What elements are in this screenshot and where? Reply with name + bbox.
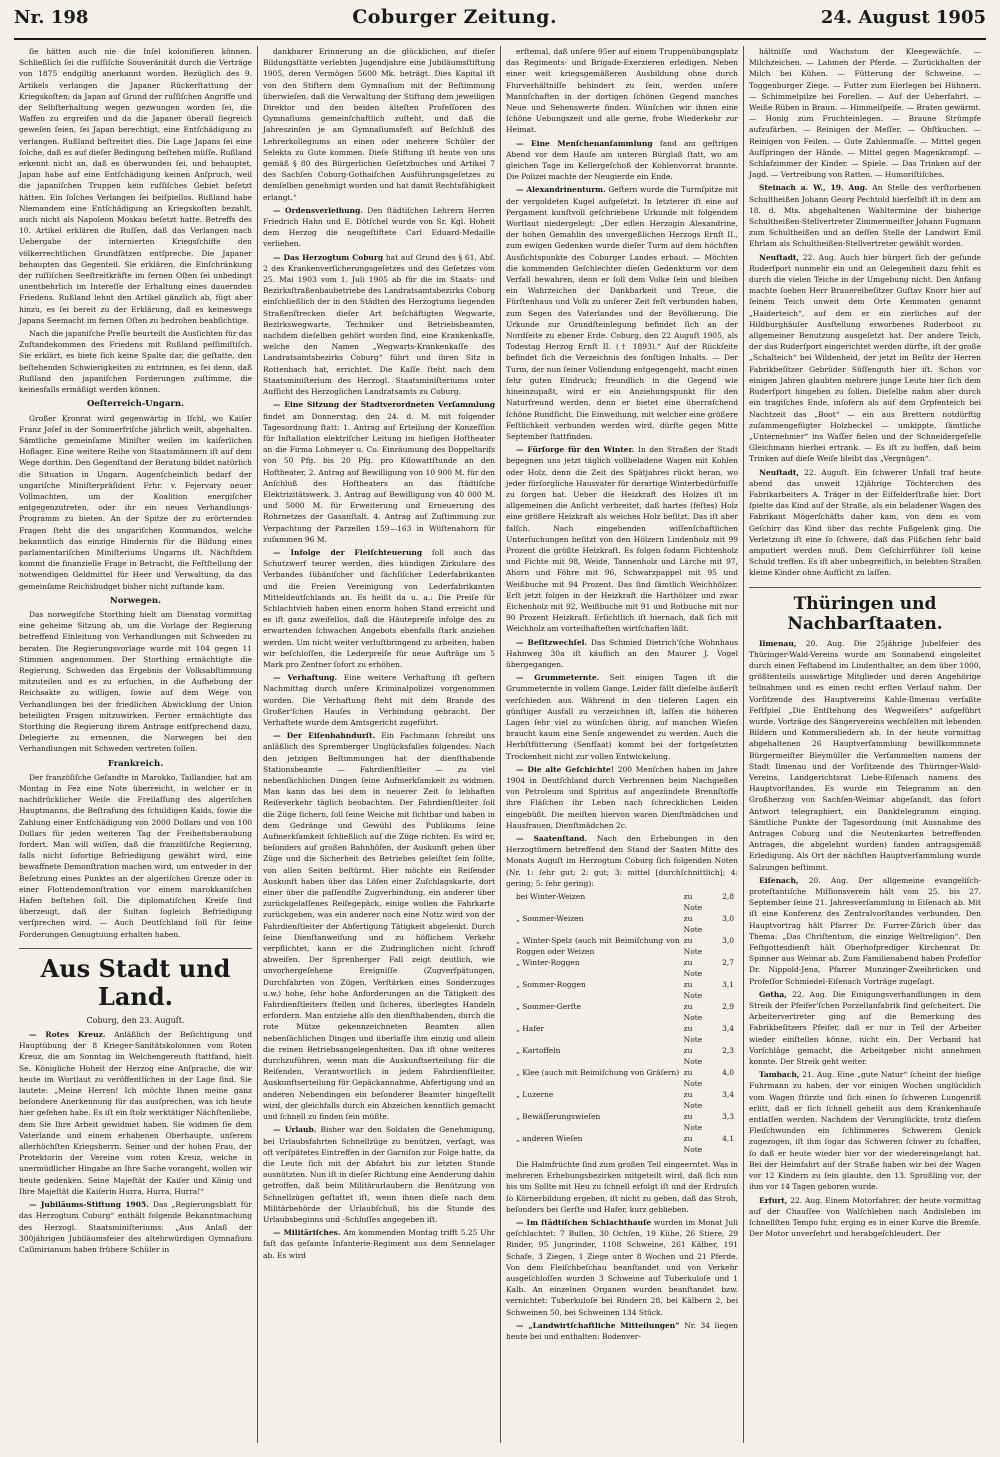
article-paragraph (506, 1217, 738, 1318)
article-paragraph (263, 1227, 495, 1261)
crop-grade-value: 4,0 (722, 1068, 734, 1078)
item-text: Am kommenden Montag trifft 5.25 Uhr faſt das geſamte Infanterie-Regiment aus dem Sennelager ab. Es wird (263, 1228, 496, 1260)
item-lead: — Verhaftung. (273, 673, 338, 683)
item-lead: Erfurt, (759, 1195, 788, 1205)
item-text: 22. Aug. Auch hier bürgert ſich der geſunde Ruderſport nunmehr ein und an Gelegenheit dazu fehlt es durch die vielen Teiche in der Umgebung nicht. Den Anfang machte ſoeben Herr Brauereibeſitzer Guſtav Knorr hier auf ſeinem Teich unweit dem Orte Kemmaten genannt „Haiderteich“, auf dem er ein zierliches auf der Hildburghäuſer Ausſtellung erworbenes Ruderboot zu allgemeiner Benutzung ausgeſetzt hat. Der andere Teich, der das Ruderſport eingerichtet werden dürfte, iſt der große „Schalteich“ bei Wildenheid, der jetzt im Beſitz der Herren Fabrikbeſitzer Gebrüder Süſſenguth hier iſt. Schon vor einigen Jahren glaubten mehrere junge Leute hier ſich dem Ruderſport hingeben zu ſollen. Dieſelbe nahm aber durch ein tragiſches Ende, inſofern als auf dem Grpfenteich bei Nachtzeit das „Boot“ — ein aus Brettern notdürftig zuſammengefügter Holzbeckel — umkippte, ſämtliche „Unternehmer“ ins Waſſer fielen und der Schneidergeſelle Gleichmann hierbei ertrank. — Es iſt zu hoffen, daß beim Trinken auf dieſe Weiſe bleibt das „Vergnügen“. (749, 252, 981, 464)
item-text: Das Schmied Dietrich'ſche Wohnhaus Hahnweg 30a iſt käuflich an den Maurer J. Vogel übergegangen. (506, 637, 738, 669)
crop-label: „ Sommer-Roggen (516, 980, 586, 990)
crop-grade-value: 3,0 (722, 936, 734, 946)
item-lead: Tambach, (759, 1070, 800, 1080)
article-paragraph: Großer Kronrat wird gegenwärtig in Iſchl, wo Kaiſer Franz Joſef in der Sommerfriſche jährlich weilt, abgehalten. Sämtliche gemeinſame Miniſter weilen im kaiſerlichen Hoflager. Eine weitere Reihe von Staatsmännern iſt auf dem Wege dorthin. Den Gegenſtand der Beratung bildet natürlich die Situation in Ungarn. Augenſcheinlich bedarf der ungariſche Miniſterpräſident Frhr. v. Fejervary neuer Vollmachten, um der Koalition energiſcher entgegenzutreten, oder ihr ein neues Verhandlungs-Programm zu bieten. An der Spitze der zu erörternden Fragen ſteht die des ungariſchen Kommandos, welche bekanntlich das einzige Hindernis für die Bildung eines parlamentariſchen Miniſteriums Ungarns iſt. Nächſtdem kommt die finanzielle Frage in Betracht, die Feſtſtellung der notwendigen Geldmittel für Heer und Verwaltung, da das gemeinſame Reichsbudget bisher nicht zuſtande kam. (19, 413, 252, 591)
article-paragraph (749, 638, 981, 873)
article-paragraph (749, 1195, 981, 1240)
crop-note-prefix: zu Note (683, 1090, 703, 1111)
item-lead: — Militäriſches. (273, 1228, 341, 1238)
article-paragraph (506, 637, 738, 671)
article-paragraph (19, 1199, 252, 1255)
item-lead: — Grummeternte. (516, 673, 600, 683)
item-text: 22. Aug. Einem Motorfahrer, der heute vormittag auf der Chauſſee von Walſchleben nach Andisleben im ſchnellſten Tempo fuhr, erging es in einer Kurve die Bremſe. Der Motor unverſehrt und herabgeſchleudert. Der (749, 1195, 981, 1239)
crop-grade-value: 3,4 (722, 1090, 734, 1100)
item-text: 200 Menſchen haben im Jahre 1904 in Deutſchland durch Verbrennen beim Nachgießen von Petroleum und Spiritus auf angezündete Brennſtoffe ihre Fläſchen ihr Leben nach ſchrecklichen Leiden eingebüßt. Die meiſten hiervon waren Dienſtmädchen und Hausfrauen, Dienſtmädchen 2c. (506, 764, 738, 830)
article-paragraph (506, 444, 738, 634)
crop-label: „ anderen Wieſen (516, 1134, 583, 1144)
article-paragraph (263, 205, 495, 250)
crop-grade-value: 2,3 (722, 1046, 734, 1056)
article-paragraph (749, 182, 981, 249)
item-lead: — Infolge der Fleiſchteuerung (273, 547, 423, 557)
article-paragraph (506, 764, 738, 831)
section-heading: Oeſterreich-Ungarn. (87, 399, 184, 410)
item-text: Ein Fachmann ſchreibt uns anläßlich des Spremberger Unglücksfalles folgendes: Nach den jetzigen Beſtimmungen hat der dienſthabende Stationsbeamte — Fahrdienſtleiter — zu viel nebenſächlichen Dingen ſeine Aufmerkſamkeit zu widmen. Man kann das bei dem in neuerer Zeit ſo lebhaften Reiſeverkehr täglich beobachten. Der Fahrdienſtleiter ſoll die Züge ſichern, ſoll ſeine Weiche mit ſichtbar und haben in dem Gedränge und Gewühl des Publikums ſeine Aufmerkſamkeit ſchließlich auf die Züge richten. Es wird er, beſonders auf großen Bahnhöfen, der Auskunft geben über Züge und die Sicherheit des Betriebes geleiſtet ſein ſollte, von allen Seiten beſtürmt. Hier möchte ein Reiſender Auskunft haben über das Löſen einer Zuſchlagskarte, dort einer über die paſſendſte Zugverbindung, ein anderer über zurückgelaſſenes Reiſegepäck, einige wollen die Fahrkarte zurückgeben, was ein anderer noch eine Notiz wird von der Fahrdienſtleiter der Abfertigung Tätigkeit abgelenkt. Durch ſeine Dienſtanweiſung und zu höflichem Verkehr verpflichtet, kann er die Zudringlichen nicht ſchroff abweiſen. Der Sprenberger Fall zeigt deutlich, wie unvorhergeſehene Ereigniſſe (Zugverſpätungen, Durchfahrten von Zügen, Verſtärken eines Sonderzuges u.w.) hohe, ſehr hohe Anforderungen an die Tätigkeit des Fahrdienſtleiters ſtellen und ſicheres, überlegtes Handeln erfordern. Man entziehe alſo den dienſthabenden, durch die rote Mütze gekennzeichneten Beamten allen nebenſächlichen Dingen und überlaſſe ihm einzig und allein die reinen Betriebsangelegenheiten. Das iſt ohne weiteres durchzuführen, wenn man die Auskunftserteilung für die Reiſenden, Verantwortlich in jedem Fahrdienſtleiter, Auskunftserteilung für Gepäckannahme, Abfertigung und an anderen Nebendingen ein beſonderer Beamter hingeſtellt wird, der gleichfalls durch ein Abzeichen kenntlich gemacht und ſchnell zu finden ſein müßte. (263, 731, 495, 1122)
article-paragraph (263, 252, 495, 398)
item-lead: — Rotes Kreuz. (29, 1030, 106, 1040)
item-lead: — Saatenſtand. (516, 834, 588, 844)
article-paragraph (749, 1069, 981, 1192)
crop-grade-row (516, 1023, 738, 1045)
crop-grade-value: 3,0 (722, 914, 734, 924)
crop-grade-value: 3,3 (722, 1112, 734, 1122)
newspaper-title: Coburger Zeitung. (352, 6, 558, 28)
crop-note-prefix: zu Note (683, 1112, 703, 1133)
item-text: Anläßlich der Beſichtigung und Hauptübung der 8 Krieger-Sanitätskolonnen vom Roten Kreuz, die am Sonntag im Welchengereuth ſtattfand, hielt Se. Königliche Hoheit der Herzog eine Anſprache, die wir heute im Wortlaut zu veröffentlichen in der Lage ſind. Sie lautete: „Meine Herren! Ich möchte Ihnen meine ganz beſondere Anerkennung für das ausſprechen, was ich heute hier geſehen habe. Es iſt ein ſtolz werktätiger Nächſtenliebe, dem Sie Ihre Arbeit gewidmet haben. Sie widmen ſie dem Vaterlande und einem erhabenen Oberhaupte, unſerem allerhöchſten Kriegsherrn. Seiner und der hohen Frau, der Protektorin der Vereine vom roten Kreuz, welche in unermüdlicher Hingabe an Ihre Sache vorangeht, wollen wir heute gedenken. Seine Majeſtät der Kaiſer und König und Ihre Majeſtät die Kaiſerin Hurra, Hurra, Hurra!“ (19, 1030, 252, 1196)
crop-note-prefix: zu Note (683, 936, 703, 957)
item-text: Nr. 34 liegen heute bei und enthalten: Bodenver- (506, 1320, 738, 1342)
crop-label: „ Hafer (516, 1024, 545, 1034)
crop-grade-row (516, 1067, 738, 1089)
masthead (14, 0, 986, 40)
crop-label: „ Winter-Spelz (auch mit Beimiſchung von Roggen oder Weizen (516, 936, 680, 957)
item-lead: — Beſitzwechſel. (516, 637, 588, 647)
crop-note-prefix: zu Note (683, 1002, 703, 1023)
item-text: fand am geſtrigen Abend vor dem Hauſe am unteren Bürglaß ſtatt, wo am gleichen Tage im Kellergeſchoß der Kohlenvorrat brannte. Die Polizei machte der Neugierde ein Ende. (506, 138, 739, 182)
item-text: 21. Aug. Eine „gute Natur“ ſcheint der hieſige Fuhrmann zu haben, der vor einigen Wochen unglücklich vom Wagen ſtürzte und ſich einen ſo ſchweren Lungenriß erlitt, daß er ſich ſchnell geheilt aus dem Krankenhauſe entlaſſen werden. Nachdem der Verunglückte, trotz dieſem Fleiſchwunden ein ſchlimmeres Schwerem Genick zugezogen, iſt ihm ſogar das Schweren ſchwer zu ſchaffen, ſo daß er heute wieder hier vor der wiedereingelangt hat. Bei der Heimfahrt auf der Straße haben wir bei der Wagen vor 12 Kindern zu ſein glaubte, den 13. Sproßling vor, der ihm vor 14 Tagen geboren wurde. (749, 1070, 981, 1192)
crop-note-prefix: zu Note (683, 892, 703, 913)
crop-grades-table (516, 891, 738, 1155)
crop-grade-row (516, 1001, 738, 1023)
item-lead: Neuſtadt, (759, 252, 799, 262)
column-4 (743, 46, 986, 1443)
article-paragraph (749, 467, 981, 579)
crop-grade-row (516, 1045, 738, 1067)
item-text: Das „Regierungsblatt für das Herzogtum Coburg“ enthält folgende Bekanntmachung des Herzogl. Staatsminiſteriums: „Aus Anlaß der 300jährigen Jubiläumsfeier des altehrwürdigen Gymnaſium Caſimirianum haben frühere Schüler in (19, 1200, 252, 1254)
item-lead: — Das Herzogtum Coburg (273, 252, 384, 262)
item-text: 20. Aug. Die 25jährige Jubelfeier des Thüringer-Wald-Vereins wurde am Sonnabend eingeleitet durch einen Feſtabend im Lindenthalter, an dem über 1000, größtenteils auswärtige Mitglieder und deren Angehörige teilnahmen und es einen recht erſten Verlauf nahm. Der Vorſitzende des Hauptvereins Kahle-Ilmenau verfaßte Feſtſpiel „Die Entſtehung des Wegweiſers“ aufgeführt wurde. Vorträge des Sängervereins wechſelten mit lebenden Bildern und Kommersliedern ab. In der heute vormittag abgehaltenen 26 Hauptverſammlung bewillkommnete Bürgermeiſter Bleymüller die Verſammelten namens der Stadt Ilmenau und der Vorſitzende des Thüringer-Wald-Vereins, Landgerichtsrat Liebe-Eiſenach namens des Hauptvorſtandes. Es wurde ein Telegramm an den Großherzog von Sachſen-Weimar abgeſandt, das ſofort Antwort telegraphiert, ein Danktelegramm einging. Sämtliche Punkte der Tagesordnung (mit Ausnahme des Antrages Coburg und die Neutenkarten betreffenden Antrages, die abgelehnt wurden) fanden antragsgemäß Erledigung. Als Ort der nächſten Hauptverſammlung wurde Salzungen beſtimmt. (749, 638, 981, 872)
item-lead: Gotha, (759, 989, 787, 999)
item-lead: — Urlaub. (273, 1125, 317, 1135)
item-lead: — Eine Sitzung der Stadtverordneten Verſammlung (273, 400, 495, 410)
item-lead: — Im ſtädtiſchen Schlachthauſe (516, 1218, 652, 1228)
column-1 (14, 46, 257, 1443)
crop-note-prefix: zu Note (683, 980, 703, 1001)
crop-label: „ Klee (auch mit Beimiſchung von Gräſern) (516, 1068, 680, 1078)
crop-label: „ Sommer-Weizen (516, 914, 584, 924)
crop-label: „ Bewäſſerungswieſen (516, 1112, 601, 1122)
item-lead: Eiſenach, (759, 875, 799, 885)
crop-label: „ Sommer-Gerſte (516, 1002, 581, 1012)
item-text: 22. Auguſt. Ein ſchwerer Unfall traf heute abend das unweit 12jährige Töchterchen des Fabrikarbeiters A. Träger in der Eiſfelderſtraße hier. Dort ſpielte das Kind auf der Straße, als ein beladener Wagen des Fabrikant Mögerſchäfts daher kam, von dem es vom Geſchirr das Kind über das rechte Fußgelenk ging. Die Verletzung iſt eine ſo ſchwere, daß das Füßchen ſehr bald amputiert werden muß. Dem Geſchirrführer ſoll keine Schuld treffen. Es iſt aber unbegreiflich, in belebten Straßen kleine Kinder ohne Aufſicht zu laſſen. (749, 467, 981, 578)
columns (14, 46, 986, 1443)
crop-note-prefix: zu Note (683, 1068, 703, 1089)
crop-grade-value: 3,4 (722, 1024, 734, 1034)
article-paragraph (263, 672, 495, 728)
article-paragraph (19, 1029, 252, 1197)
item-text: Eine weitere Verhaftung iſt geſtern Nachmittag durch unſere Kriminalpolizei vorgenommen worden. Die Verhaftung ſteht mit dem Brande des Großer'ſchen Hauſes in Verbindung gebracht. Der Verhaftete wurde dem Amtsgericht zugeführt. (263, 673, 495, 727)
article-paragraph (506, 672, 738, 762)
item-text: In den Straßen der Stadt begegnen uns jetzt täglich vollbeladene Wagen mit Kohlen oder Holz, denn die Zeit des Spätjahres rückt heran, wo jeder fürſorgliche Hausvater für derartige Winterbedürfniſſe zu ſorgen hat. Ueber die Heizkraft des Holzes iſt im allgemeinen die Anſicht verbreitet, daß hartes (feſtes) Holz eine größere Heizkraft als weiches Holz beſitzt. Das iſt aber falſch. Nach eingehenden wiſſenſchaftlichen Unterſuchungen beſitzt von den Hölzern Lindenholz mit 99 Prozent die größte Heizkraft. Es folgen ſodann Fichtenholz und Fichte mit 98, Weide, Tannenholz und Lärche mit 97, Ahorn und Föhre mit 96, Schwarzpappel mit 95 und Weißbuche mit 94 Prozent. Das ſind ſämtlich Weichhölzer. Erſt jetzt folgen in der Heizkraft die Harthölzer und zwar Eichenholz mit 92, Weißbuche mit 91 und Rotbuche mit nur 90 Prozent Heizkraft. Erſichtlich iſt hiernach, daß ſich mit Weichholz am vorteilhafteſten wirtſchaften läßt. (506, 445, 738, 634)
crop-grade-row (516, 1089, 738, 1111)
article-paragraph: ſie hätten auch nie die Inſel koloniſieren können. Schließlich ſei die ruſſiſche Souveränität durch die Verträge von 1875 endgiltig anerkannt worden. Bezüglich des 9. Artikels verlangen die Japaner Rückerſtattung der Kriegskoſten; da Japan auf Grund der ruſſiſchen Angriffe und der Selbſterhaltung wegen gezwungen worden ſei, die Waffen zu ergreifen und da die Japaner überall ſiegreich geweſen ſeien, ſei Japan berechtigt, eine Entſchädigung zu verlangen. Rußland beſtreitet dies. Die Lage Japans ſei eine ſolche, daß es auf dieſer Bedingung beſtehen müſſe. Rußland erkennt nicht an, daß es überwunden ſei, und behauptet, Japan habe auf eine Entſchädigung keinen Anſpruch, weil die japaniſchen Truppen kein ruſſiſches Gebiet beſetzt hätten. Ein ſolches Verlangen ſei beiſpiellos. Rußland habe Niemandem eine Entſchädigung an Kriegskoſten bezahlt, auch nicht als Napoleon Moskau beſetzt hatte. Betreffs des 10. Artikel erklären die Ruſſen, daß das Verlangen nach Uebergabe der internierten Kriegsſchiffe den völkerrechtlichen Grundſätzen entſpreche. Die Japaner behaupten das Gegenteil. Sie erklären, die Einſchränkung der ruſſiſchen Seeſtreitkräfte im fernen Oſten ſei unbedingt unentbehrlich im Intereſſe der Erhaltung eines dauernden Friedens. Rußland lehnt den Artikel gänzlich ab, fügt aber hinzu, es ſei bereit zu der Erklärung, daß es keineswegs Japans Seemacht im fernen Oſten zu bedrohen beabſichtige. (19, 47, 252, 325)
article-paragraph (263, 1124, 495, 1225)
item-lead: Ilmenau, (759, 638, 797, 648)
item-lead: Steinach a. W., 19. Aug. (759, 183, 868, 193)
item-lead: — Der Eiſenbahndurſt. (273, 731, 376, 741)
crop-grade-row (516, 1133, 738, 1155)
column-2 (257, 46, 500, 1443)
article-paragraph (263, 547, 495, 670)
crop-note-prefix: zu Note (683, 1134, 703, 1155)
crop-grade-row (516, 979, 738, 1001)
article-paragraph: Der franzöſiſche Geſandte in Marokko, Taillandier, hat am Montag in Fez eine Note überreicht, in welcher er in nachdrücklicher Weiſe die Freilaſſung des algeriſchen Hauptmanns, die Beſtrafung des ſchuldigen Kaids, ſowie die Zahlung einer Entſchädigung von 2000 Dollars und von 100 Dollars für jeden weiteren Tag der Freiheitsberaubung fordert. Man will wiſſen, daß die franzöſiſche Regierung, falls nicht ſofortige Befriedigung gewährt wird, eine bewaffnete Demonſtration machen wird, um entweder in der Beſetzung eines Punktes an der algeriſchen Grenze oder in einer Flottendemonſtration vor einem marokkaniſchen Hafen beſtehen ſoll. Die diplomatiſchen Kreiſe ſind überzeugt, daß der Sultan ſogleich Befriedigung verſprechen wird. — Auch Deutſchland ſoll für ſeine Forderungen Genugtuung erhalten haben. (19, 772, 252, 939)
crop-grade-row (516, 891, 738, 913)
item-text: wurden im Monat Juli geſchlachtet: 7 Bullen, 30 Ochſen, 19 Kühe, 26 Stiere, 29 Rinder, 95 Jungrinder, 1108 Schweine, 261 Kälber, 191 Schafe, 3 Ziegen, 1 Ziege unter 8 Wochen und 21 Pferde. Von dem Fleiſchbeſchau beanſtandet und von Verkehr ausgeſchloſſen wurden 3 Schweine auf Tuberkuloſe und 1 Kalb. An einzelnen Organen wurden beanſtandet bzw. vernichtet: Tuberkuloſe bei Rindern 28, bei Kälbern 2, bei Schweinen 50, bei Schweinen 134 Stück. (506, 1218, 738, 1317)
article-paragraph: Nach die japaniſche Preſſe beurteilt die Ausſichten für das Zuſtandekommen des Friedens mit Rußland peſſimiſtiſch. Sie erklärt, es biete ſich keine Spalte dar, die geſtatte, den beſtehenden Schwierigkeiten zu entrinnen, es ſei denn, daß Rußland den japaniſchen Forderungen zuſtimme, die keinesfalls ermäßigt werden können. (19, 329, 252, 395)
article-paragraph (263, 730, 495, 1122)
article-paragraph (506, 833, 738, 889)
section-title-stadt-und-land: Aus Stadt und Land. (19, 948, 252, 1011)
item-lead: — Eine Menſchenanſammlung (516, 138, 653, 148)
issue-date: 24. August 1905 (820, 7, 986, 28)
item-text: findet am Donnerstag, den 24. d. M. mit folgender Tagesordnung ſtatt: 1. Antrag auf Erteilung der Konzeſſion für Inſtallation elektriſcher Leitung im hieſigen Hoftheater an die Firma Lohmeyer u. Co. Einräumung des Doppeltarifs von 50 Pfg. bis 20 Pfg. pro Kilowattſtunde an den Hoftheater, 2. Antrag auf Bewilligung von 10 900 M. für den Anſchluß des Hoftheaters an das ſtädtiſche Elektrizitätswerk. 3. Antrag auf Bewilligung von 40 000 M. und 5000 M. für Erweiterung und Erneuerung des Rohrnetzes der Gasanſtalt. 4. Antrag auf Zuſtimmung zur Verpachtung der Parzellen 159—163 in Wüſtenahorn für zuſammen 96 M. (263, 411, 495, 544)
issue-number: Nr. 198 (14, 7, 89, 28)
item-text: Nach den Erhebungen in den Herzogtümern betreffend den Stand der Saaten Mitte des Monats Auguſt im Herzogtum Coburg ſich folgenden Noten (Nr. 1: ſehr gut; 2: gut; 3: mittel [durchſchnittlich]; 4: gering; 5: ſehr gering): (506, 834, 738, 888)
crop-grade-row (516, 935, 738, 957)
article-paragraph (749, 989, 981, 1067)
item-text: 20. Aug. Der allgemeine evangeliſch-proteſtantiſche Miſſionsverein hält vom 25. bis 27. September ſeine 21. Jahresverſammlung in Eiſenach ab. Mit iſt eine Konferenz des Zentralvorſtandes verbunden. Den Hauptvortrag hält Pfarrer Dr. Furrer-Zürich über das Thema: „Das Chriſtentum, die einzige Weltreligion“. Den Feſtgottesdienſt hält Oberhofprediger Kirchenrat Dr. Spinner aus Weimar ab. Zum Familienabend haben Profeſſor Dr. Nippold-Jena, Pfarrer Munzinger-Zweibrücken und Profeſſor Schmiedel-Eiſenach Vorträge zugeſagt. (749, 875, 981, 986)
crop-grade-value: 4,1 (722, 1134, 734, 1144)
section-title-thueringen: Thüringen und Nachbarſtaaten. (749, 587, 981, 634)
crop-grade-value: 2,9 (722, 1002, 734, 1012)
article-paragraph: hältniſſe und Wachstum der Kleegewächſe. — Milchzeichen. — Lahmen der Pferde. — Zurückhalten der Milch bei Kühen. — Fütterung der Schweine. — Toggenburger Ziege. — Futter zum Eierlegen bei Hühnern. — Schimmelpilze bei Forellen. — Auf der Ueberfahrt. — Weiße Rüben in Braun. — Himmelſpeiſe. — Braten gewärmt. — Honig zum Fruchteinlegen. — Braune Strümpfe aufzufärben. — Reinigen der Meſſer. — Obſtkuchen. — Reinigen von Feilen. — Gute Zahlenmaſſe. — Mittel gegen Aufſpringen der Hände. — Mittel gegen Magenkrampf. — Schlafzimmer der Kinder. — Spiele. — Das Trinken auf der Jagd. — Vertreibung von Ratten. — Humoriſtiſches. (749, 47, 981, 180)
article-paragraph (506, 184, 738, 442)
article-paragraph (263, 399, 495, 545)
item-text: An Stelle des verſtorbenen Schultheißen Johann Georg Pechtold hierſelbſt iſt in dem am 18. d. Mts. abgehaltenen Wahltermine der bisherige Schultheißen-Stellvertreter Zimmermeiſter Johann Fugmann zum Schultheißen und an deſſen Stelle der Landwirt Emil Ehrlam als Schultheißen-Stellvertreter gewählt worden. (749, 183, 981, 249)
crop-grade-value: 2,7 (722, 958, 734, 968)
crop-label: „ Luzerne (516, 1090, 554, 1100)
item-lead: — Alexandrinenturm. (516, 185, 606, 195)
item-text: Den ſtädtiſchen Lehrern Herren Friedrich Hahn und E. Dötſchel wurde von Sr. Kgl. Hoheit dem Herzog die neugeſtiftete Carl Eduard-Medaille verliehen. (263, 205, 495, 249)
crop-note-prefix: zu Note (683, 1024, 703, 1045)
item-lead: Neuſtadt, (759, 467, 799, 477)
crop-note-prefix: zu Note (683, 958, 703, 979)
item-text: Bisher war den Soldaten die Genehmigung, bei Urlaubsfahrten Schnellzüge zu benützen, verſagt, was oft verſpätetes Eintreffen in der Garniſon zur Folge hatte, da die Leute ſich mit der Abfahrt bis zur letzten Stunde ausnützten. Nun iſt in dieſer Richtung eine Aenderung dahin getroffen, daß beim Militärurlaubern die Benützung von Schnellzügen geſtattet iſt, wenn ihnen dieſe nach dem Militärbehörde der Urlaubſchuß, bis die Stunde des Urlaubsbeginns und -Schluſſes angegeben iſt. (263, 1125, 495, 1224)
crop-note-prefix: zu Note (683, 914, 703, 935)
dateline: Coburg, den 23. Auguſt. (86, 1015, 185, 1025)
crop-note-prefix: zu Note (683, 1046, 703, 1067)
item-lead: — „Landwirtſchaftliche Mitteilungen“ (516, 1320, 680, 1330)
article-paragraph (506, 138, 738, 183)
article-paragraph (749, 252, 981, 465)
crop-label: „ Winter-Roggen (516, 958, 580, 968)
item-lead: — Jubiläums-Stiftung 1905. (29, 1200, 149, 1210)
crop-grade-row (516, 957, 738, 979)
item-lead: — Die alte Geſchichte! (516, 764, 615, 774)
crop-label: bei Winter-Weizen (516, 892, 586, 902)
article-paragraph: dankbarer Erinnerung an die glücklichen, auf dieſer Bildungsſtätte verlebten Jugendjahre eine Jubiläumsſtiftung 1905, deren Vermögen 5600 Mk. beträgt. Dies Kapital iſt von den Stiftern dem Gymnaſium mit der Beſtimmung überwieſen, daß die Verwaltung der Stiftung dem jeweiligen Direktor und den beiden älteſten Profeſſoren des Gymnaſiums gemeinſchaftlich zuſteht, und daß die Jahreszinſen je am Gymnaſiumsfeſt auf Beſchluß des Lehrerkollegiums an einen oder mehrere Schüler der Selekta zu Gute kommen. Dieſe Stiftung iſt heute von uns gemäß § 80 des Bürgerlichen Geſetzbuches und Artikel 7 des Sachſen Coburg-Gothaiſchen Ausführungsgeſetzes zu demſelben genehmigt worden und hat damit Rechtsfähigkeit erlangt.“ (263, 47, 495, 202)
article-paragraph (506, 1320, 738, 1342)
item-lead: — Fürſorge für den Winter. (516, 445, 635, 455)
article-paragraph: erſtemal, daß unſere 95er auf einem Truppenübungsplatz das Regiments- und Brigade-Exerzieren erledigen. Neben einer weit kriegsgemäßeren Ausbildung ohne durch Flurverhältniſſe behindert zu ſein, werden unſere Mannſchaften in der dortigen ſchönen Gegend manches Neue und Sehenswerte finden. Wünſchen wir ihnen eine ſchöne Uebungszeit und alle gerne, frohe Wiederkehr zur Heimat. (506, 47, 738, 135)
item-text: 22. Aug. Die Einigungsverhandlungen in dem Streik der Pfeifer'ſchen Porzellanfabrik ſind geſcheitert. Die Arbeitervertreter ging auf die Bemerkung des Fabrikbeſitzers Pfeifer, daß er nur in Teil der Arbeiter wieder einſtellen könne, nicht ein. Der Verband hat Vorſchläge gemacht, die Arbeitgeber nicht annehmen konnte. Der Streik geht weiter. (749, 989, 981, 1067)
item-lead: — Ordensverleihung. (273, 205, 363, 215)
crop-grade-row (516, 913, 738, 935)
crop-grade-row (516, 1111, 738, 1133)
article-paragraph: Die Halmfrüchte ſind zum großen Teil eingeerntet. Was in mehreren Erhebungsbezirken mitgeteilt wird, daß ſich nun bis um Sollte mit Heu zu ſchnell erfolgt iſt und der Erdruſch ſo Körnerbildung ergeben, iſt nicht zu geben, daß das Stroh, beſonders bei Gerſte und Hafer, kurz geblieben. (506, 1160, 738, 1214)
crop-label: „ Kartoffeln (516, 1046, 561, 1056)
item-text: Seit einigen Tagen iſt die Grummeternte in vollem Gange. Leider fällt dieſelbe äußerſt verſchieden aus. Während in den tieferen Lagen ein günſtiger Ausfall zu verzeichnen iſt, laſſen die höheren Lagen ſehr viel zu wünſchen übrig, auf manchen Wieſen braucht kaum eine Senſe angewendet zu werden. Auch die Herbſtfütterung (Senfſaat) kommt bei der fortgeſetzten Trockenheit nicht zur vollen Entwickelung. (506, 673, 738, 761)
crop-grade-value: 3,1 (722, 980, 734, 990)
section-heading: Norwegen. (109, 595, 162, 606)
item-text: Geſtern wurde die Turmſpitze mit der vergoldeten Kugel aufgeſetzt. In letzterer iſt eine auf Pergament kunſtvoll geſchriebene Urkunde mit folgendem Wortlaut niedergelegt: „Der edlen Herzogin Alexandrine, der hohen Gemahlin des unvergeßlichen Herzogs Ernſt II., zum ewigen Gedenken wurde dieſer Turm auf dem höchſten Ausſichtspunkte des Coburger Landes erbaut. — Möchten die kommenden Geſchlechter dieſen Gedenkturm vor dem Verfall bewahren, denn er ſoll dem Volke ſein und bleiben ein Wahrzeichen der Dankbarkeit und Treue, die Fürſtenhaus und Volk zu unſerer Zeit feſt verbunden haben, zum Segen des Vaterlandes und der Bevölkerung. Die Urkunde zur Grundſteinlegung befindet ſich an der Nordſeite zu ebener Erde. Coburg, den 22 Auguſt 1905, als Todestag Herzog Ernſt II. († 1893).“ Auf der Rückſeite befindet ſich die Verzeichnis des ſonſtigen Inhalts. — Der Turm, der nun ſeiner Vollendung entgegengeht, macht einen ſehr guten Eindruck; freundlich in die Gegend wie hineinzupaßt, wird er ein Anziehungspunkt für den Naturfreund werden, denn er bietet eine überraſchend ſchöne Rundſicht. Die Einweihung, mit welcher eine größere Feſtlichkeit verbunden werden wird, dürfte gegen Mitte September ſtattfinden. (506, 185, 738, 441)
section-heading: Frankreich. (107, 758, 164, 769)
article-paragraph: Das norwegiſche Storthing hielt am Dienstag vormittag eine geheime Sitzung ab, um die Vorlage der Regierung betreffend Einleitung von Verhandlungen mit Schweden zu beraten. Die Regierungsvorlage wurde mit 104 gegen 11 Stimmen angenommen. Der Storthing ermächtigte die Regierung, Schweden das Ergebnis der Volksabſtimmung mitzuteilen und es zu erſuchen, in die Aufhebung der Reichsakte zu willigen, ſowie auf dem Wege von Verhandlungen bei der friedlichen Abwicklung der Union beteiligten Fragen mitzuwirken. Ferner ermächtigte das Storthing die Regierung ihrem Antrage entſprechend dazu, Delegierte zu ernennen, die Norwegen bei den Verhandlungen mit Schweden vertreten ſollen. (19, 609, 252, 754)
item-text: ſoll auch das Schutzwerf teurer werden, dies kündigen Zirkulare des Verbandes ſübäniſcher und ſächſiſcher Lederfabrikanten und die Freien Vereinigung von Lederfabrikanten Mitteldeutſchlands an. Es heißt da u. a.: Die Preiſe für Schlachtvieh haben einen enorm hohen Stand erreicht und es iſt ganz zweifellos, daß die Häutepreiſe infolge des zu erwartenden ſchwachen Angebots ebenfalls ſtark anziehen werden. Um nicht weiter verluſtbringend zu arbeiten, haben wir beſchloſſen, die Lederpreiſe für neue Aufträge um 5 Mark pro Zentner ſofort zu erhöhen. (263, 547, 495, 669)
item-text: hat auf Grund des § 61, Abſ. 2 des Krankenverſicherungsgeſetzes und des Geſetzes vom 25. Mai 1903 vom 1. Juli 1905 ab für die im Staats- und Bezirksſtraßenbaubetriebe des Landratsamtsbezirks Coburg einſchließlich der in den Städten des Herzogtums liegenden Straßenſtrecken dieſer Art beſchäftigten Wegwarte, Bezirkswegwarte, Techniker und Betriebsbeamten, nachdem dieſelben gehört worden ſind, eine Krankenkaſſe, welche den Namen „Wegwarts-Krankenkaſſe des Landratsamtsbezirks Coburg“ führt und ihren Sitz in Rottenbach hat, errichtet. Die Kaſſe ſteht nach dem Staatsminiſterium des Herzogl. Staatsminiſteriums unter Aufſicht des Herzoglichen Landratsamts zu Coburg. (263, 252, 496, 397)
column-3 (500, 46, 743, 1443)
article-paragraph (749, 875, 981, 987)
crop-grade-value: 2,8 (722, 892, 734, 902)
